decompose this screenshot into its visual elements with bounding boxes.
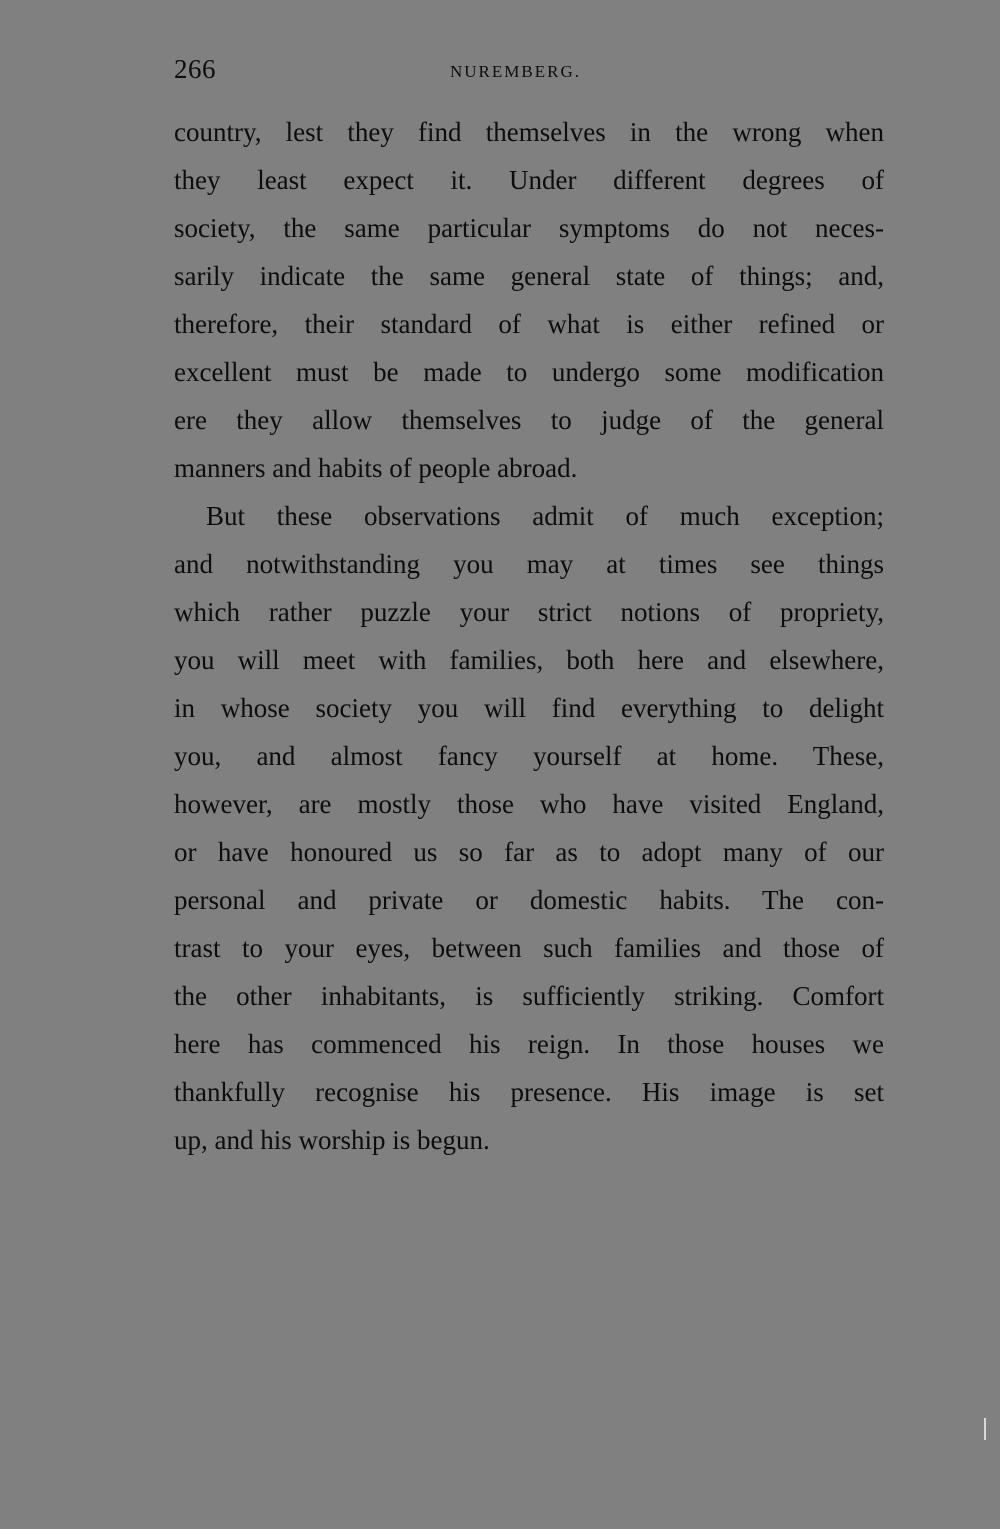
text-line: ere they allow themselves to judge of the general	[174, 405, 884, 435]
scan-edge-mark	[984, 1418, 986, 1440]
text-line: which rather puzzle your strict notions of propriety,	[174, 597, 884, 627]
text-line: thankfully recognise his presence. His image is set	[174, 1077, 884, 1107]
running-head	[174, 54, 884, 88]
text-line: manners and habits of people abroad.	[174, 453, 578, 483]
text-line: sarily indicate the same general state of things; and,	[174, 261, 884, 291]
text-line: and notwithstanding you may at times see things	[174, 549, 884, 579]
text-line: personal and private or domestic habits. The con-	[174, 885, 884, 915]
text-line: you will meet with families, both here and elsewhere,	[174, 645, 884, 675]
text-line: or have honoured us so far as to adopt many of our	[174, 837, 884, 867]
text-line: trast to your eyes, between such families and those of	[174, 933, 884, 963]
text-line: in whose society you will find everything to delight	[174, 693, 884, 723]
text-line: excellent must be made to undergo some modification	[174, 357, 884, 387]
text-line: country, lest they find themselves in the wrong when	[174, 117, 884, 147]
text-line: here has commenced his reign. In those houses we	[174, 1029, 884, 1059]
text-line: the other inhabitants, is sufficiently striking. Comfort	[174, 981, 884, 1011]
text-line: they least expect it. Under different degrees of	[174, 165, 884, 195]
text-line: therefore, their standard of what is either refined or	[174, 309, 884, 339]
text-line: you, and almost fancy yourself at home. These,	[174, 741, 884, 771]
running-title: NUREMBERG.	[450, 62, 581, 81]
text-line: But these observations admit of much exception;	[206, 501, 884, 531]
text-line: up, and his worship is begun.	[174, 1125, 490, 1155]
body-text	[174, 108, 884, 1164]
text-line: however, are mostly those who have visited England,	[174, 789, 884, 819]
text-line: society, the same particular symptoms do not neces-	[174, 213, 884, 243]
page-number: 266	[174, 54, 216, 84]
